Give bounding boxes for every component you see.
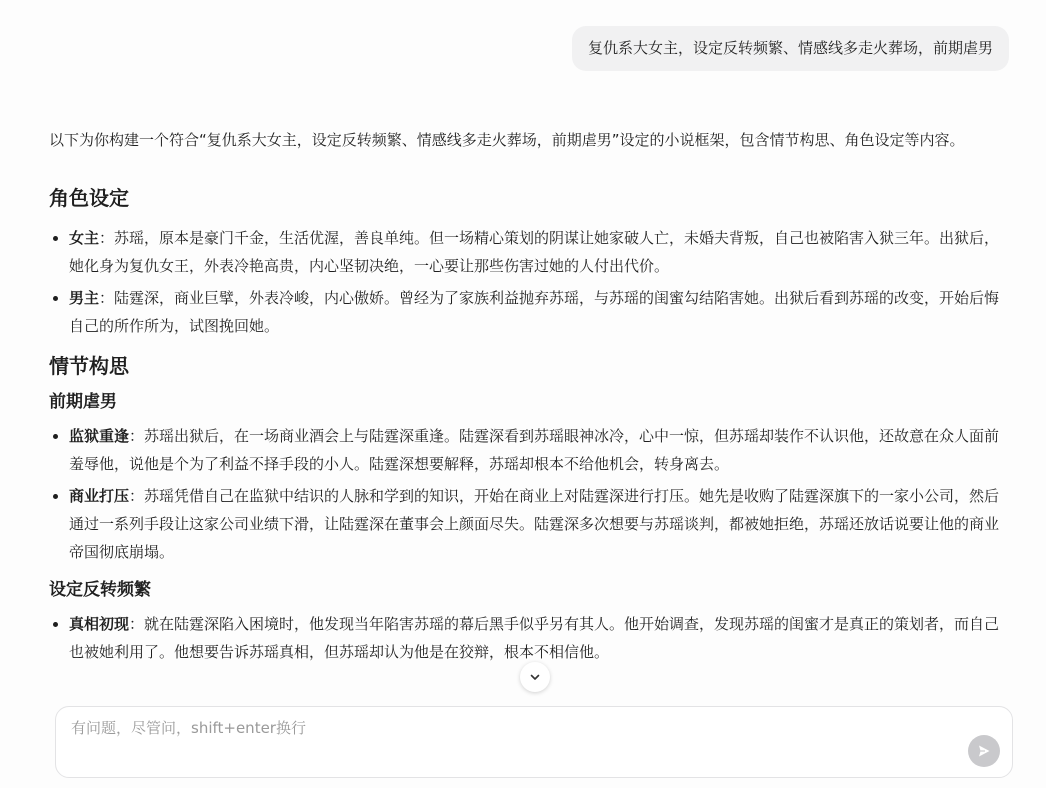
user-message-text: 复仇系大女主，设定反转频繁、情感线多走火葬场，前期虐男 bbox=[587, 39, 993, 57]
early-plot-list bbox=[49, 422, 1001, 566]
subsection-heading-early: 前期虐男 bbox=[49, 392, 117, 412]
message-input[interactable] bbox=[71, 719, 951, 737]
list-item-term: 真相初现 bbox=[69, 615, 130, 633]
user-message-bubble bbox=[572, 26, 1009, 71]
list-item-text: ：陆霆深，商业巨擘，外表冷峻，内心傲娇。曾经为了家族利益抛弃苏瑶，与苏瑶的闺蜜勾结陷害她。出狱后看到苏瑶的改变，开始后悔自己的所作所为，试图挽回她。 bbox=[69, 289, 1000, 335]
message-composer bbox=[55, 706, 1013, 778]
list-item-text: ：苏瑶出狱后，在一场商业酒会上与陆霆深重逢。陆霆深看到苏瑶眼神冰冷，心中一惊，但苏瑶却装作不认识他，还故意在众人面前羞辱他，说他是个为了利益不择手段的小人。陆霆深想要解释，苏瑶却根本不给他机会，转身离去。 bbox=[69, 427, 1000, 473]
section-heading-roles: 角色设定 bbox=[49, 186, 129, 210]
list-item bbox=[69, 422, 1001, 478]
roles-list bbox=[49, 224, 1001, 340]
list-item-term: 监狱重逢 bbox=[69, 427, 130, 445]
chevron-down-icon bbox=[529, 671, 541, 683]
list-item bbox=[69, 224, 1001, 280]
assistant-answer bbox=[49, 126, 1001, 678]
section-heading-plot: 情节构思 bbox=[49, 354, 129, 378]
list-item bbox=[69, 284, 1001, 340]
list-item-term: 女主 bbox=[69, 229, 100, 247]
send-button[interactable] bbox=[968, 735, 1000, 767]
list-item bbox=[69, 482, 1001, 566]
scroll-to-bottom-button[interactable] bbox=[520, 662, 550, 692]
list-item-term: 男主 bbox=[69, 289, 100, 307]
list-item-text: ：就在陆霆深陷入困境时，他发现当年陷害苏瑶的幕后黑手似乎另有其人。他开始调查，发现苏瑶的闺蜜才是真正的策划者，而自己也被她利用了。他想要告诉苏瑶真相，但苏瑶却认为他是在狡辩，根本不相信他。 bbox=[69, 615, 1000, 661]
list-item-term: 商业打压 bbox=[69, 487, 130, 505]
answer-intro: 以下为你构建一个符合“复仇系大女主，设定反转频繁、情感线多走火葬场，前期虐男”设定的小说框架，包含情节构思、角色设定等内容。 bbox=[49, 131, 965, 149]
list-item bbox=[69, 610, 1001, 666]
twists-list bbox=[49, 610, 1001, 666]
send-arrow-icon bbox=[976, 743, 992, 759]
list-item-text: ：苏瑶凭借自己在监狱中结识的人脉和学到的知识，开始在商业上对陆霆深进行打压。她先是收购了陆霆深旗下的一家小公司，然后通过一系列手段让这家公司业绩下滑，让陆霆深在董事会上颜面尽失。陆霆深多次想要与苏瑶谈判，都被她拒绝，苏瑶还放话说要让他的商业帝国彻底崩塌。 bbox=[69, 487, 1000, 561]
list-item-text: ：苏瑶，原本是豪门千金，生活优渥，善良单纯。但一场精心策划的阴谋让她家破人亡，未婚夫背叛，自己也被陷害入狱三年。出狱后，她化身为复仇女王，外表冷艳高贵，内心坚韧决绝，一心要让那些伤害过她的人付出代价。 bbox=[69, 229, 1000, 275]
subsection-heading-twists: 设定反转频繁 bbox=[49, 580, 151, 600]
